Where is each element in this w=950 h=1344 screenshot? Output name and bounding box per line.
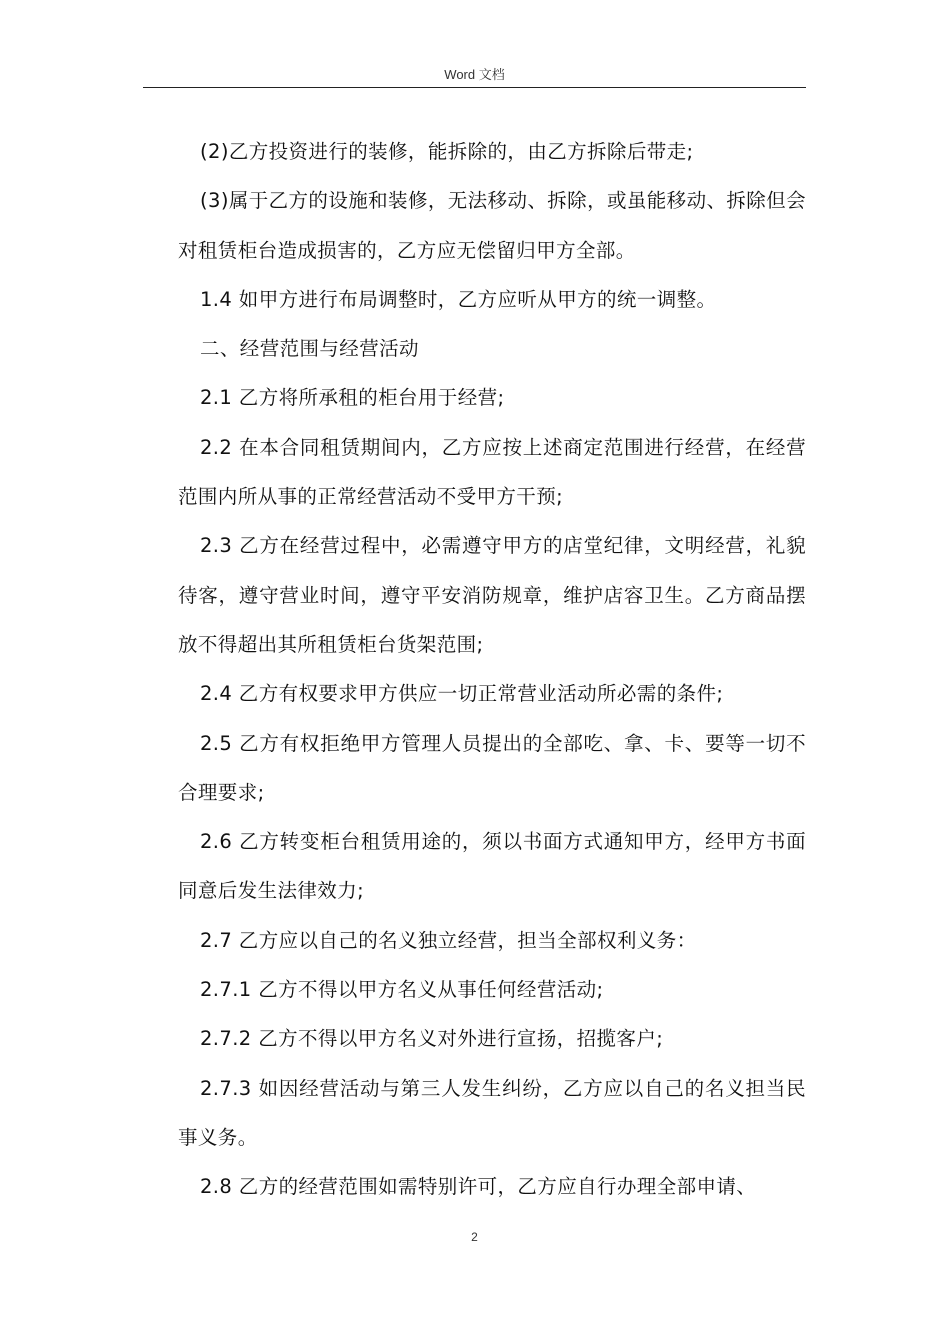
paragraph: 2.2 在本合同租赁期间内，乙方应按上述商定范围进行经营，在经营范围内所从事的正常经营活动不受甲方干预; [178,435,806,509]
paragraph: 2.7 乙方应以自己的名义独立经营，担当全部权利义务： [200,928,697,952]
paragraph: (2)乙方投资进行的装修，能拆除的，由乙方拆除后带走; [200,140,694,163]
paragraph: 2.4 乙方有权要求甲方供应一切正常营业活动所必需的条件; [200,682,724,706]
header-divider [143,87,806,88]
page-number: 2 [471,1230,478,1244]
paragraph: 2.7.1 乙方不得以甲方名义从事任何经营活动; [200,978,604,1002]
section-heading: 二、经营范围与经营活动 [200,337,419,361]
paragraph: 1.4 如甲方进行布局调整时，乙方应听从甲方的统一调整。 [200,287,717,311]
paragraph: 2.5 乙方有权拒绝甲方管理人员提出的全部吃、拿、卡、要等一切不合理要求; [178,731,806,804]
paragraph: (3)属于乙方的设施和装修，无法移动、拆除，或虽能移动、拆除但会对租赁柜台造成损害的，乙方应无偿留归甲方全部。 [178,189,806,262]
paragraph: 2.8 乙方的经营范围如需特别许可，乙方应自行办理全部申请、 [200,1175,757,1199]
document-body [178,127,806,1212]
paragraph: 2.1 乙方将所承租的柜台用于经营; [200,386,505,410]
paragraph: 2.7.2 乙方不得以甲方名义对外进行宣扬，招揽客户; [200,1027,664,1051]
paragraph: 2.3 乙方在经营过程中，必需遵守甲方的店堂纪律，文明经营，礼貌待客，遵守营业时间，遵守平安消防规章，维护店容卫生。乙方商品摆放不得超出其所租赁柜台货架范围; [178,534,806,656]
paragraph: 2.7.3 如因经营活动与第三人发生纠纷，乙方应以自己的名义担当民事义务。 [178,1076,806,1149]
page-header: Word 文档 [444,67,505,82]
paragraph: 2.6 乙方转变柜台租赁用途的，须以书面方式通知甲方，经甲方书面同意后发生法律效力; [178,830,806,903]
